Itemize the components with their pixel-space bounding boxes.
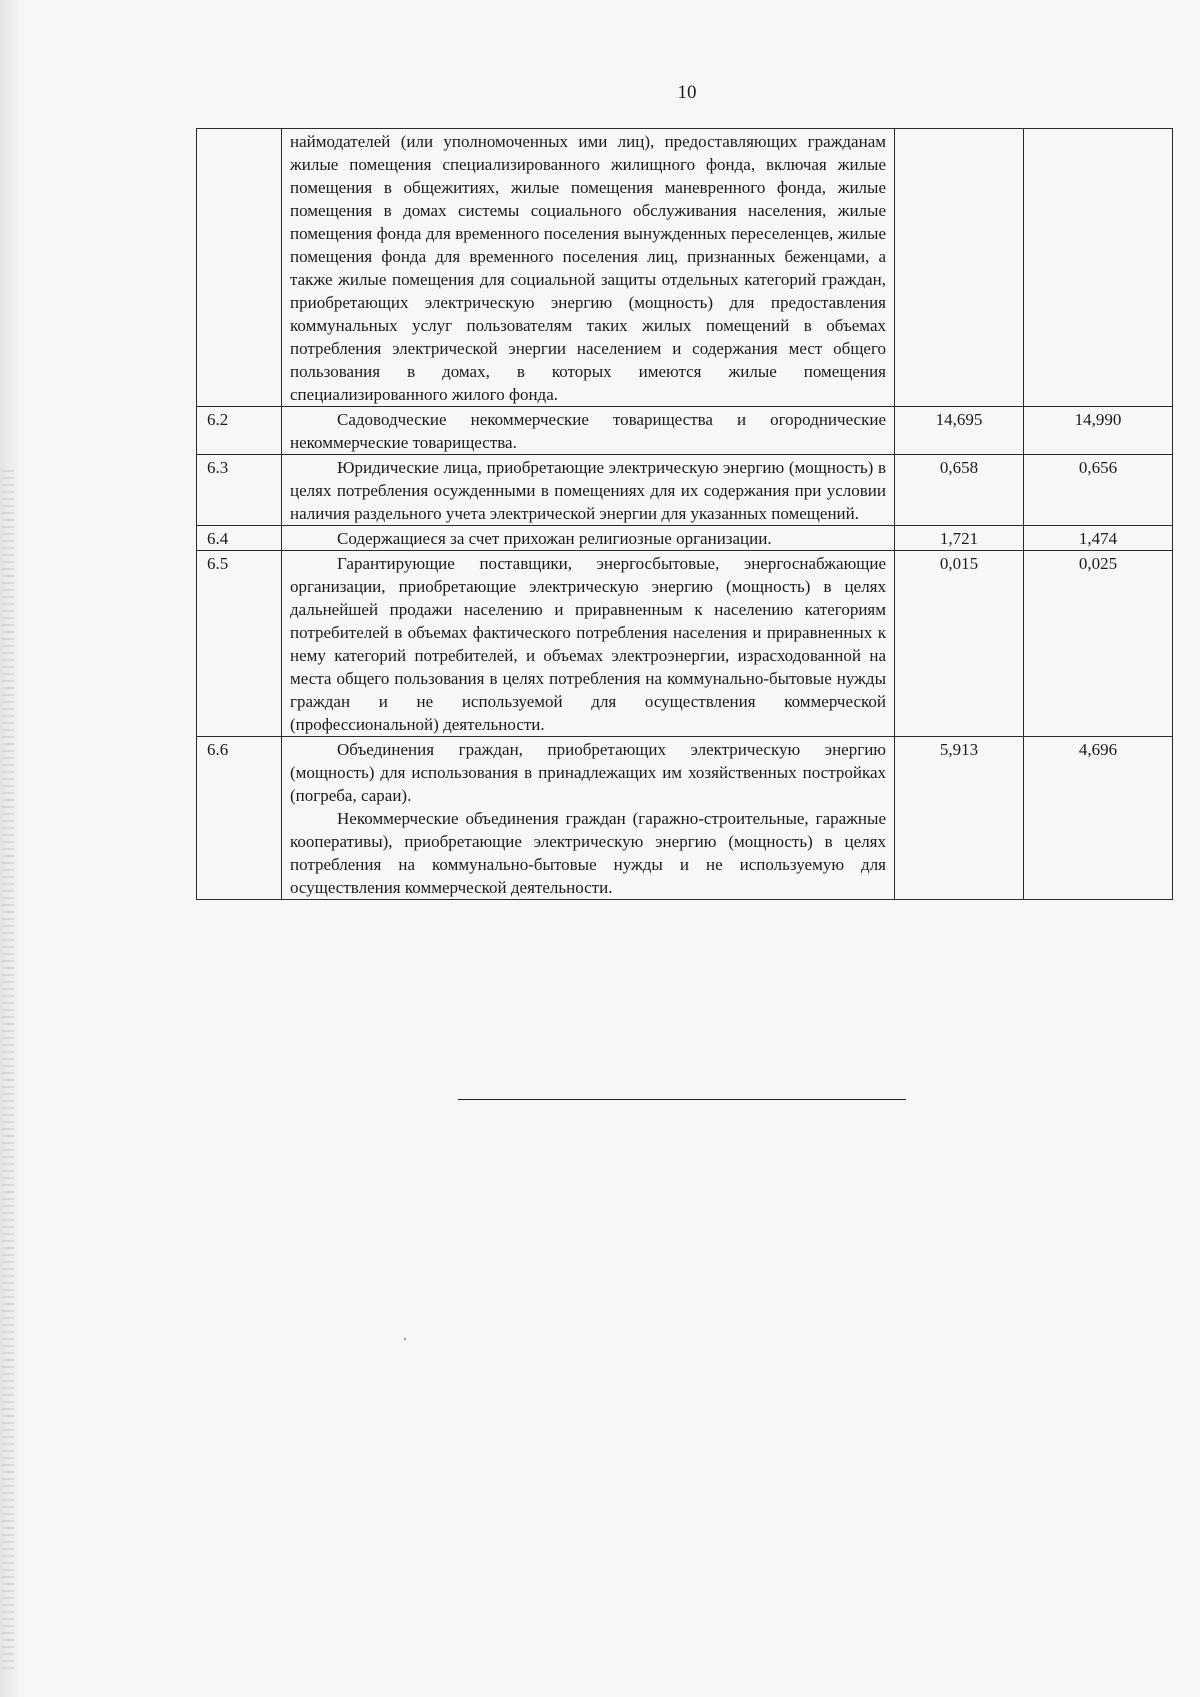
table-row [197,129,1173,407]
value-first-half: 1,721 [895,526,1024,551]
value-second-half: 1,474 [1024,526,1173,551]
row-number: 6.4 [197,526,282,551]
page-number: 10 [677,82,697,103]
description-paragraph: Юридические лица, приобретающие электрическую энергию (мощность) в целях потребления осужденными в помещениях для их содержания при условии наличия раздельного учета электрической энергии для указанных помещений. [290,458,886,523]
end-of-document-rule [458,1099,906,1100]
value-first-half: 5,913 [895,737,1024,900]
value-first-half: 14,695 [895,407,1024,455]
table-row [197,526,1173,551]
scan-speck [404,1338,406,1340]
value-second-half: 0,025 [1024,551,1173,737]
row-number: 6.6 [197,737,282,900]
tariff-table [196,128,1173,900]
table-row [197,407,1173,455]
description-paragraph: Садоводческие некоммерческие товарищества и огороднические некоммерческие товарищества. [290,410,886,452]
description-paragraph: Гарантирующие поставщики, энергосбытовые, энергоснабжающие организации, приобретающие электрическую энергию (мощность) в целях дальнейшей продажи населению и приравненным к населению категориям потребителей в объемах фактического потребления населения и приравненных к нему категорий потребителей, и объемах электроэнергии, израсходованной на места общего пользования в целях потребления на коммунально-бытовые нужды граждан и не используемой для осуществления коммерческой (профессиональной) деятельности. [290,554,886,734]
value-second-half: 14,990 [1024,407,1173,455]
row-number: 6.3 [197,455,282,526]
row-number: 6.5 [197,551,282,737]
scan-edge [0,0,22,1697]
row-description [282,526,895,551]
row-number: 6.2 [197,407,282,455]
row-description [282,455,895,526]
value-second-half: 4,696 [1024,737,1173,900]
row-description [282,737,895,900]
description-paragraph: Некоммерческие объединения граждан (гаражно-строительные, гаражные кооперативы), приобретающие электрическую энергию (мощность) в целях потребления на коммунально-бытовые нужды и не используемую для осуществления коммерческой деятельности. [290,809,886,897]
value-first-half: 0,658 [895,455,1024,526]
value-second-half: 0,656 [1024,455,1173,526]
table-row [197,455,1173,526]
value-first-half: 0,015 [895,551,1024,737]
row-description [282,551,895,737]
description-paragraph: наймодателей (или уполномоченных ими лиц), предоставляющих гражданам жилые помещения специализированного жилищного фонда, включая жилые помещения в общежитиях, жилые помещения маневренного фонда, жилые помещения в домах системы социального обслуживания населения, жилые помещения фонда для временного поселения вынужденных переселенцев, жилые помещения фонда для временного поселения лиц, признанных беженцами, а также жилые помещения для социальной защиты отдельных категорий граждан, приобретающих электрическую энергию (мощность) для предоставления коммунальных услуг пользователям таких жилых помещений в объемах потребления электрической энергии населением и содержания мест общего пользования в домах, в которых имеются жилые помещения специализированного жилого фонда. [290,132,886,404]
description-paragraph: Содержащиеся за счет прихожан религиозные организации. [337,529,772,548]
table-row [197,551,1173,737]
row-description [282,407,895,455]
row-description [282,129,895,407]
value-second-half [1024,129,1173,407]
row-number [197,129,282,407]
value-first-half [895,129,1024,407]
table-row [197,737,1173,900]
description-paragraph: Объединения граждан, приобретающих электрическую энергию (мощность) для использования в принадлежащих им хозяйственных постройках (погреба, сараи). [290,740,886,805]
